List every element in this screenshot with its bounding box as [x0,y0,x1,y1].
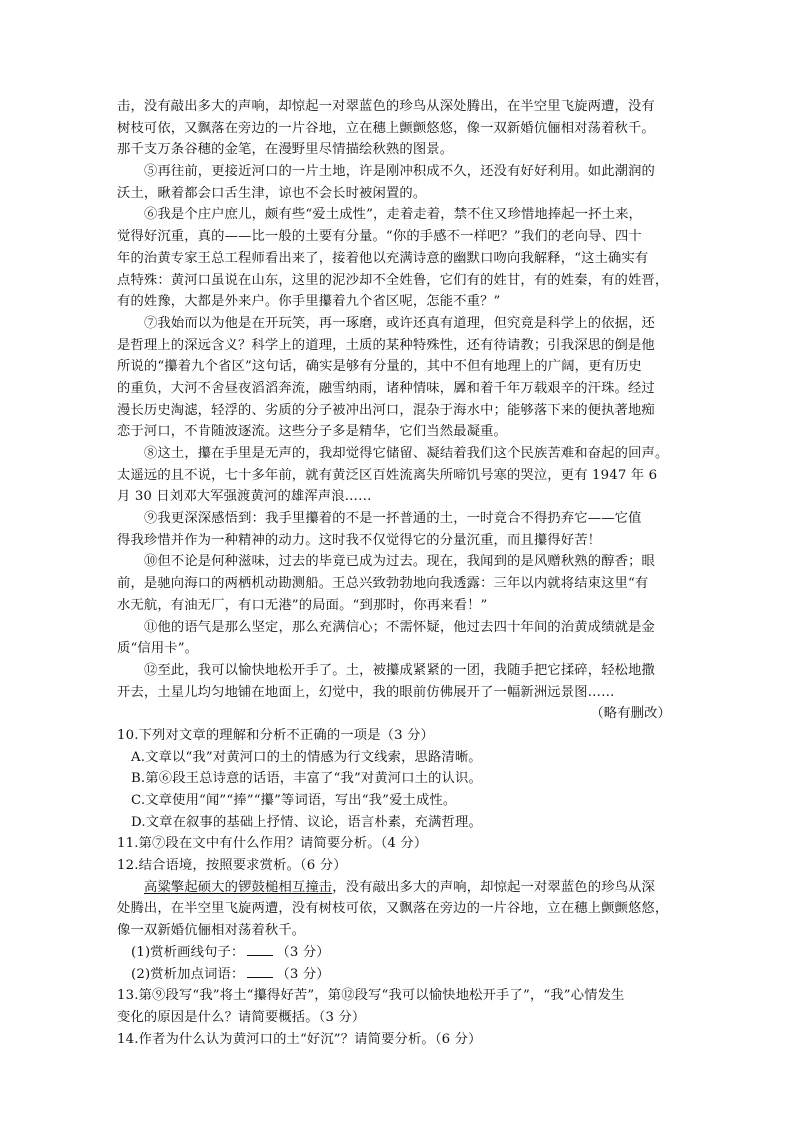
paragraph-7-start: ⑦我始而以为他是在开玩笑，再一琢磨，或许还真有道理，但究竟是科学上的依据，还 [144,315,655,331]
sub-question-label: (1)赏析画线句子： [131,944,245,960]
questions-section [117,725,677,1050]
score-label: （3 分） [276,966,330,982]
sub-question-label: (2)赏析加点词语： [131,966,245,982]
passage-line: 树枝可依，又飘落在旁边的一片谷地，立在穗上颤颤悠悠，像一双新婚伉俪相对荡着秋千。 [117,120,655,136]
question-12-sub-1 [117,942,677,964]
question-13: 13.第⑨段写“我”将土“攥得好苦”，第⑫段写“我可以愉快地松开手了”，“我”心情发生 [117,988,625,1004]
answer-blank[interactable] [247,965,273,978]
answer-blank[interactable] [247,943,273,956]
score-label: （3 分） [276,944,330,960]
passage-line: 有的姓豫，大都是外来户。你手里攥着九个省区呢，怎能不重？” [117,294,501,310]
paragraph-12-start: ⑫至此，我可以愉快地松开手了。土，被攥成紧紧的一团，我随手把它揉碎，轻松地撒 [144,662,655,678]
question-14: 14.作者为什么认为黄河口的土“好沉”？请简要分析。（6 分） [117,1031,482,1047]
question-12-sub-2 [117,964,677,986]
passage-line: 水无航，有油无厂，有口无港”的局面。“到那时，你再来看！” [117,597,488,613]
reading-passage [117,96,677,725]
passage-line: 质“信用卡”。 [117,641,199,657]
paragraph-9-start: ⑨我更深深感悟到：我手里攥着的不是一抔普通的土，一时竟合不得扔弃它——它值 [144,511,642,527]
passage-line: 前，是驰向海口的两栖机动勘测船。王总兴致勃勃地向我透露：三年以内就将结束这里“有 [117,576,649,592]
passage-line: 太遥远的且不说，七十多年前，就有黄泛区百姓流离失所啼饥号寒的哭泣，更有 1947 年 6 [117,467,658,483]
passage-line: 年的治黄专家王总工程师看出来了，接着他以充满诗意的幽默口吻向我解释，“这土确实有 [117,250,649,266]
question-10-option-a: A.文章以“我”对黄河口的土的情感为行文线索，思路清晰。 [131,749,482,765]
question-12-quote-line [117,877,677,899]
passage-line: 恋于河口，不肯随波逐流。这些分子多是精华，它们当然最凝重。 [117,424,507,440]
passage-line: 是哲理上的深远含义？科学上的道理，土质的某种特殊性，还有待请教；引我深思的倒是他 [117,337,655,353]
passage-line: 所说的“攥着九个省区”这句话，确实是够有分量的，其中不但有地理上的广阔，更有历史 [117,359,642,375]
passage-line: 得我珍惜并作为一种精神的动力。这时我不仅觉得它的分量沉重，而且攥得好苦！ [117,532,602,548]
paragraph-11-start: ⑪他的语气是那么坚定，那么充满信心；不需怀疑，他过去四十年间的治黄成绩就是金 [144,619,655,635]
paragraph-8-start: ⑧这土，攥在手里是无声的，我却觉得它储留、凝结着我们这个民族苦难和奋起的回声。 [144,446,669,461]
edit-note: （略有删改） [590,706,671,722]
question-10-option-c: C.文章使用“闻”“捧”“攥”等词语，写出“我”爱土成性。 [131,793,457,808]
paragraph-6-start: ⑥我是个庄户庶儿，颇有些“爱土成性”，走着走着，禁不住又珍惜地捧起一抔土来， [144,207,642,223]
passage-line: 开去，土星儿均匀地铺在地面上，幻觉中，我的眼前仿佛展开了一幅新洲远景图…… [117,684,615,700]
question-11: 11.第⑦段在文中有什么作用？请简要分析。（4 分） [117,836,428,852]
quote-text: ，没有敲出多大的声响，却惊起一对翠蓝色的珍鸟从深 [332,879,655,895]
passage-line: 沃土，瞅着都会口舌生津，谅也不会长时被闲置的。 [117,185,427,201]
passage-line: 的重负，大河不舍昼夜滔滔奔流，融雪纳雨，诸种情味，羼和着千年万载艰辛的汗珠。经过 [117,380,655,396]
paragraph-10-start: ⑩但不论是何种滋味，过去的毕竟已成为过去。现在，我闻到的是风赠秋熟的醇香；眼 [144,554,655,570]
question-12-quote-line: 处腾出，在半空里飞旋两遭，没有树枝可依，又飘落在旁边的一片谷地，立在穗上颤颤悠悠， [117,901,669,917]
question-10: 10.下列对文章的理解和分析不正确的一项是（3 分） [117,727,434,743]
underlined-sentence: 高粱擎起硕大的锣鼓槌相互撞击 [144,879,333,895]
passage-line: 漫长历史淘滤，轻浮的、劣质的分子被冲出河口，混杂于海水中；能够落下来的便执著地痴 [117,402,655,418]
passage-line: 击，没有敲出多大的声响，却惊起一对翠蓝色的珍鸟从深处腾出，在半空里飞旋两遭，没有 [117,99,655,114]
paragraph-5-start: ⑤再往前，更接近河口的一片土地，许是刚冲积成不久，还没有好好利用。如此潮润的 [144,164,655,180]
passage-line: 点特殊：黄河口虽说在山东，这里的泥沙却不全姓鲁，它们有的姓甘，有的姓秦，有的姓晋， [117,272,669,288]
exam-page [117,96,677,1050]
question-12-quote-line: 像一双新婚伉俪相对荡着秋千。 [117,923,306,939]
question-13-cont: 变化的原因是什么？请简要概括。（3 分） [117,1009,366,1025]
passage-line: 那千支万条谷穗的金笔，在漫野里尽情描绘秋熟的图景。 [117,142,454,158]
passage-line: 觉得好沉重，真的——比一般的土要有分量。“你的手感不一样吧？”我们的老向导、四十 [117,229,642,245]
question-10-option-b: B.第⑥段王总诗意的话语，丰富了“我”对黄河口土的认识。 [131,771,482,787]
question-12: 12.结合语境，按照要求赏析。（6 分） [117,858,347,874]
passage-line: 月 30 日刘邓大军强渡黄河的雄浑声浪…… [117,489,372,505]
question-10-option-d: D.文章在叙事的基础上抒情、议论，语言朴素，充满哲理。 [131,814,482,830]
